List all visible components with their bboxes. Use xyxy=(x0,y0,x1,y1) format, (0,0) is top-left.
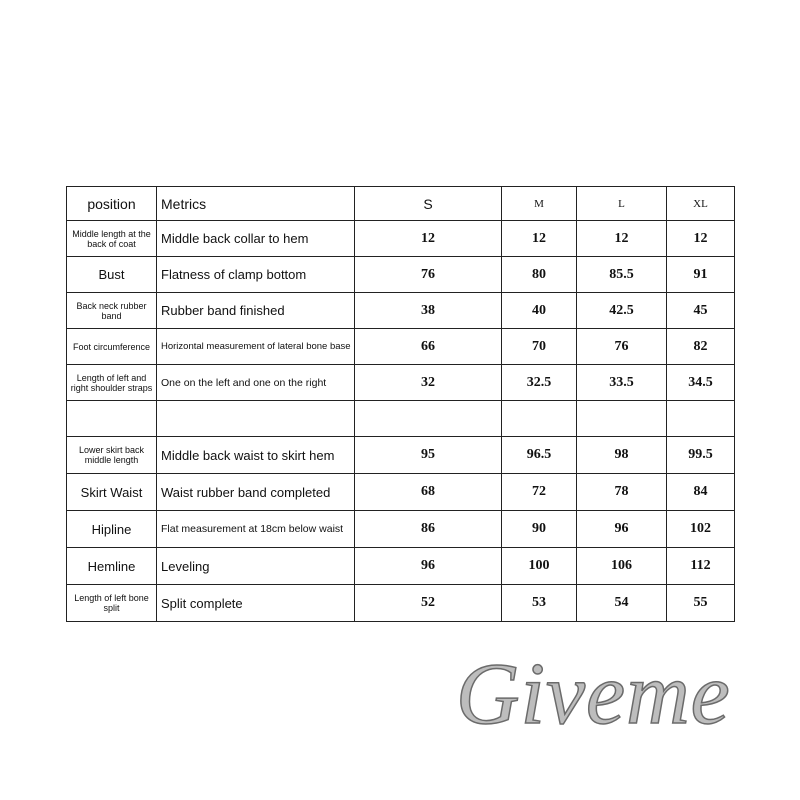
table-row xyxy=(67,257,735,293)
row-value-s: 52 xyxy=(355,585,502,622)
row-metric xyxy=(157,401,355,437)
row-value-m xyxy=(502,401,577,437)
header-size-s: S xyxy=(355,187,502,221)
row-metric: Middle back collar to hem xyxy=(157,221,355,257)
row-value-l: 33.5 xyxy=(577,365,667,401)
header-size-m: M xyxy=(502,187,577,221)
row-value-s: 76 xyxy=(355,257,502,293)
table-row xyxy=(67,585,735,622)
row-value-m: 72 xyxy=(502,474,577,511)
table-row xyxy=(67,293,735,329)
row-position: Hemline xyxy=(67,548,157,585)
row-value-s: 68 xyxy=(355,474,502,511)
table-row xyxy=(67,221,735,257)
row-value-l: 12 xyxy=(577,221,667,257)
row-value-xl: 45 xyxy=(667,293,735,329)
row-value-s: 38 xyxy=(355,293,502,329)
row-value-s: 86 xyxy=(355,511,502,548)
row-value-s xyxy=(355,401,502,437)
row-position: Length of left and right shoulder straps xyxy=(67,365,157,401)
row-value-xl: 112 xyxy=(667,548,735,585)
row-value-m: 32.5 xyxy=(502,365,577,401)
row-value-l: 106 xyxy=(577,548,667,585)
table-row xyxy=(67,437,735,474)
row-value-s: 96 xyxy=(355,548,502,585)
row-value-xl: 91 xyxy=(667,257,735,293)
table-row xyxy=(67,365,735,401)
row-value-xl: 55 xyxy=(667,585,735,622)
row-metric: Middle back waist to skirt hem xyxy=(157,437,355,474)
row-value-l: 54 xyxy=(577,585,667,622)
row-value-s: 12 xyxy=(355,221,502,257)
row-position: Length of left bone split xyxy=(67,585,157,622)
brand-logo: Giveme xyxy=(456,646,731,743)
row-value-xl: 82 xyxy=(667,329,735,365)
row-value-m: 96.5 xyxy=(502,437,577,474)
table-header-row xyxy=(67,187,735,221)
row-position: Lower skirt back middle length xyxy=(67,437,157,474)
row-metric: Rubber band finished xyxy=(157,293,355,329)
row-value-l: 98 xyxy=(577,437,667,474)
row-value-m: 80 xyxy=(502,257,577,293)
row-metric: Leveling xyxy=(157,548,355,585)
row-value-l: 85.5 xyxy=(577,257,667,293)
row-position: Middle length at the back of coat xyxy=(67,221,157,257)
table-row xyxy=(67,329,735,365)
row-metric: One on the left and one on the right xyxy=(157,365,355,401)
row-position: Bust xyxy=(67,257,157,293)
table-row xyxy=(67,548,735,585)
row-metric: Horizontal measurement of lateral bone base xyxy=(157,329,355,365)
row-value-xl xyxy=(667,401,735,437)
row-value-m: 90 xyxy=(502,511,577,548)
row-value-m: 100 xyxy=(502,548,577,585)
row-value-xl: 34.5 xyxy=(667,365,735,401)
row-value-s: 32 xyxy=(355,365,502,401)
row-metric: Flat measurement at 18cm below waist xyxy=(157,511,355,548)
header-position: position xyxy=(67,187,157,221)
table-row xyxy=(67,474,735,511)
row-value-l: 76 xyxy=(577,329,667,365)
row-position: Skirt Waist xyxy=(67,474,157,511)
table-row xyxy=(67,511,735,548)
header-metrics: Metrics xyxy=(157,187,355,221)
row-value-l: 96 xyxy=(577,511,667,548)
row-value-m: 70 xyxy=(502,329,577,365)
row-value-s: 66 xyxy=(355,329,502,365)
row-position xyxy=(67,401,157,437)
header-size-xl: XL xyxy=(667,187,735,221)
row-value-s: 95 xyxy=(355,437,502,474)
row-position: Back neck rubber band xyxy=(67,293,157,329)
size-chart-table xyxy=(66,186,735,622)
row-value-l: 78 xyxy=(577,474,667,511)
row-position: Hipline xyxy=(67,511,157,548)
row-metric: Waist rubber band completed xyxy=(157,474,355,511)
row-value-l xyxy=(577,401,667,437)
row-value-xl: 84 xyxy=(667,474,735,511)
row-metric: Split complete xyxy=(157,585,355,622)
row-value-m: 53 xyxy=(502,585,577,622)
row-value-l: 42.5 xyxy=(577,293,667,329)
row-value-m: 40 xyxy=(502,293,577,329)
row-value-xl: 99.5 xyxy=(667,437,735,474)
table-row-blank xyxy=(67,401,735,437)
row-position: Foot circumference xyxy=(67,329,157,365)
row-value-xl: 102 xyxy=(667,511,735,548)
row-value-xl: 12 xyxy=(667,221,735,257)
header-size-l: L xyxy=(577,187,667,221)
row-value-m: 12 xyxy=(502,221,577,257)
row-metric: Flatness of clamp bottom xyxy=(157,257,355,293)
